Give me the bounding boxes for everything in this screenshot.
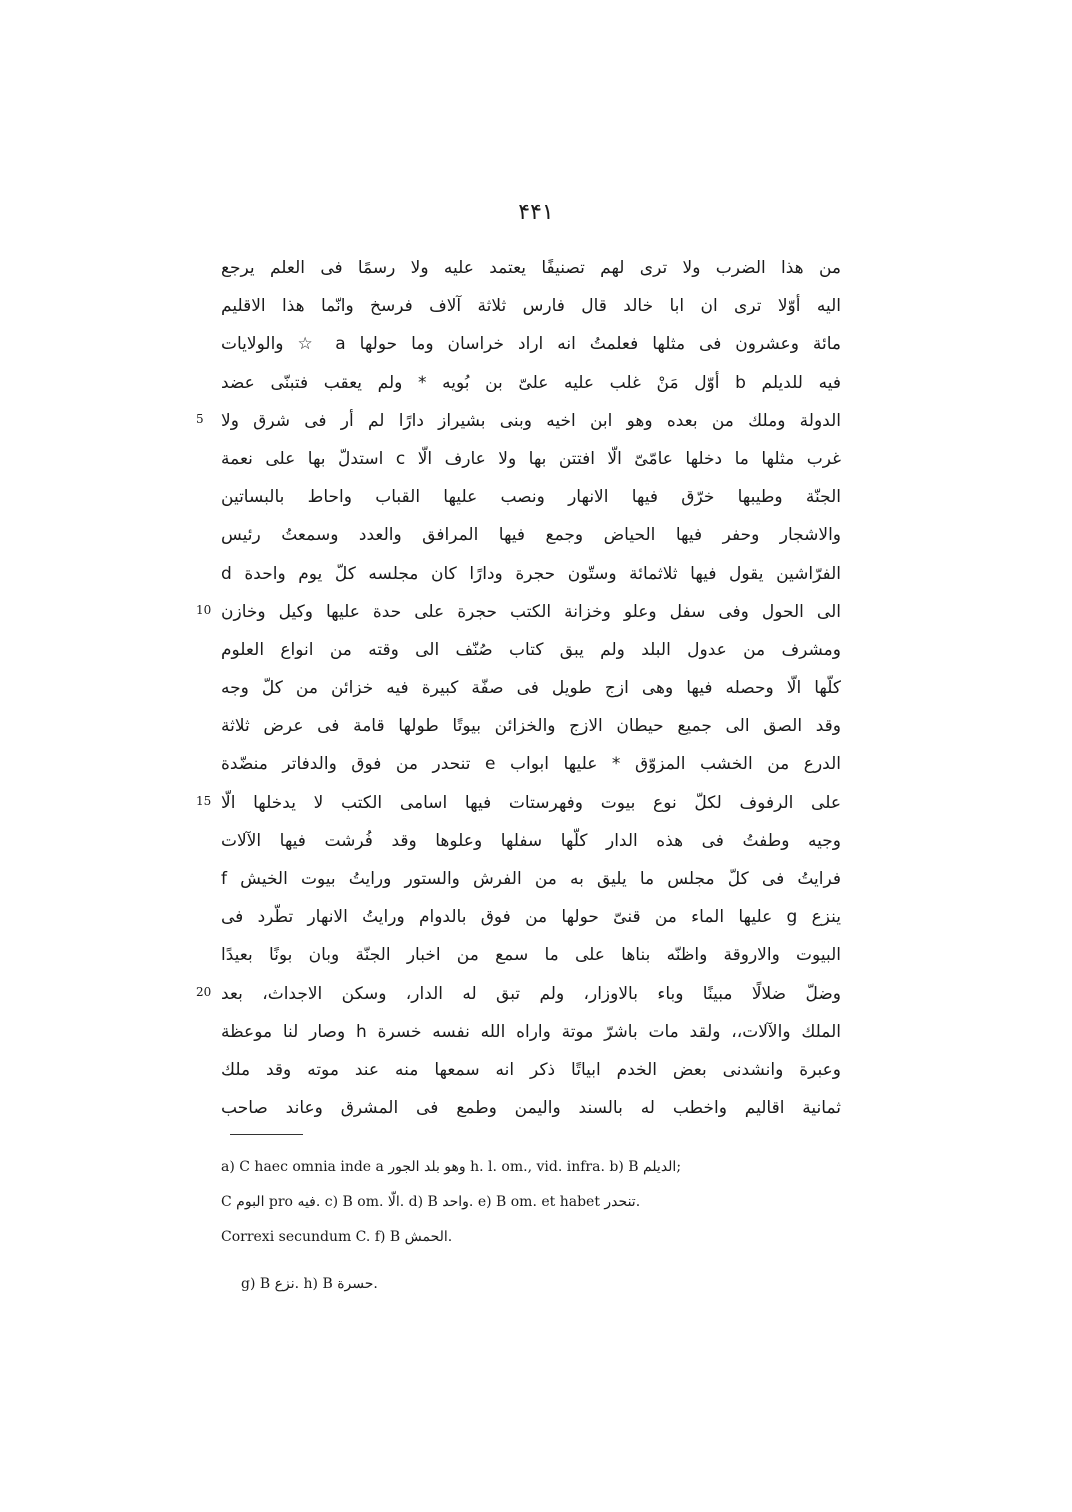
line-text: الدرع من الخشب المزوّق * عليها ابواب e تنحدر من فوق والدفاتر منضّدة: [221, 754, 841, 775]
line-text: الملك والآلات،، ولقد مات باشرّ موتة واراه الله نفسه خسرة h وصار لنا موعظة: [221, 1021, 841, 1042]
line-text: وجيه وطفتُ فى هذه الدار كلّها سفلها وعلوها وقد فُرشت فيها الآلات: [221, 830, 841, 851]
text-line: [0, 518, 1072, 556]
line-text: اليه أوّلا ترى ان ابا خالد قال فارس ثلاثة آلاف فرسخ وانّما هذا الاقليم: [221, 296, 841, 317]
text-line: [0, 480, 1072, 518]
text-line: [0, 366, 1072, 404]
text-line: [0, 251, 1072, 289]
footnote-rule: [230, 1134, 303, 1135]
text-line: [0, 824, 1072, 862]
text-line: [0, 404, 1072, 442]
page-number: ۴۴۱: [518, 200, 554, 225]
text-line: [0, 862, 1072, 900]
line-text: الدولة وملك من بعده وهو ابن اخيه وبنى بشيراز دارًا لم أر فى شرق ولا: [221, 410, 841, 431]
line-text: الى الحول وفى سفل وعلو وخزانة الكتب حجرة على حدة عليها وكيل وخازن: [221, 601, 841, 622]
text-line: [0, 938, 1072, 976]
text-line: [0, 327, 1072, 365]
footnote-line: a) C haec omnia inde a وهو بلد الجور h. l. om., vid. infra. b) B الديلم;: [221, 1159, 682, 1175]
text-line: [0, 1091, 1072, 1129]
text-line: [0, 1015, 1072, 1053]
line-text: وضلّ ضلالًا مبينًا وباء بالاوزار، ولم تبق له الدار، وسكن الاجداث، بعد: [221, 983, 841, 1004]
text-line: [0, 442, 1072, 480]
footnote-line: g) B نزع. h) B حسرة.: [241, 1276, 378, 1292]
line-text: ينزع g عليها الماء من قنىّ حولها من فوق بالدوام ورايتُ الانهار تطّرد فى: [221, 907, 841, 928]
line-text: كلّها الّا وحصله فيها وهى ازج طويل فى صفّة كبيرة فيه خزائن من كلّ وجه: [221, 678, 841, 699]
text-line: [0, 1053, 1072, 1091]
text-line: [0, 633, 1072, 671]
line-text: غرب مثلها ما دخلها عامّىّ الّا افتتن بها ولا عارف الّا c استدلّ بها على نعمة: [221, 448, 841, 469]
line-text: الجنّة وطيبها خرّق فيها الانهار ونصب عليها القباب واحاط بالبساتين: [221, 487, 841, 508]
text-line: [0, 557, 1072, 595]
footnotes: [221, 1150, 851, 1302]
text-line: [0, 595, 1072, 633]
text-line: [0, 786, 1072, 824]
line-text: الفرّاشين يقول فيها ثلاثمائة وستّون حجرة ودارًا كان مجلسه كلّ يوم واحدة d: [221, 563, 841, 584]
line-text: فيه للديلم b أوّل مَنْ غلب عليه علىّ بن بُويه * ولم يعقب فتبنّى عضد: [221, 372, 841, 393]
line-text: والاشجار وحفر فيها الحياض وجمع فيها المرافق والعدد وسمعتُ رئيس: [221, 525, 841, 546]
footnote-line: Correxi secundum C. f) B الحمش.: [221, 1229, 453, 1245]
text-line: [0, 671, 1072, 709]
text-line: [0, 289, 1072, 327]
line-text: على الرفوف لكلّ نوع بيوت وفهرستات فيها اسامى الكتب لا يدخلها الّا: [221, 792, 841, 813]
text-line: [0, 709, 1072, 747]
line-text: وعبرة وانشدنى بعض الخدم ابياتًا ذكر انه سمعها منه عند موته وقد ملك: [221, 1059, 841, 1080]
line-text: البيوت والاروقة واظنّه بناها على ما سمع من اخبار الجنّة وبان بونًا بعيدًا: [221, 945, 841, 966]
line-number: 15: [196, 793, 212, 808]
footnote-line: C البوم pro فيه. c) B om. الّا. d) B واحد. e) B om. et habet تنحدر.: [221, 1194, 641, 1210]
line-text: ثمانية اقاليم واخطب له بالسند واليمن وطمع فى المشرق وعاند صاحب: [221, 1098, 841, 1119]
text-line: [0, 747, 1072, 785]
text-line: [0, 900, 1072, 938]
line-text: من هذا الضرب ولا ترى لهم تصنيفًا يعتمد عليه ولا رسمًا فى العلم يرجع: [221, 258, 841, 278]
line-text: فرايتُ فى كلّ مجلس ما يليق به من الفرش والستور ورايتُ بيوت الخيش f: [221, 869, 841, 889]
line-number: 10: [196, 602, 212, 617]
line-number: 20: [196, 984, 212, 999]
text-line: [0, 977, 1072, 1015]
line-text: ومشرف من عدول البلد ولم يبق كتاب صُنّف الى وقته من انواع العلوم: [221, 639, 841, 660]
line-text: مائة وعشرون فى مثلها فعلمتُ انه اراد خراسان وما حولها a ☆ والولايات: [221, 334, 841, 355]
line-text: وقد الصق الى جميع حيطان الازج والخزائن بيوتًا طولها قامة فى عرض ثلاثة: [221, 716, 841, 737]
body-text: [0, 251, 1072, 1129]
line-number: 5: [196, 411, 204, 426]
